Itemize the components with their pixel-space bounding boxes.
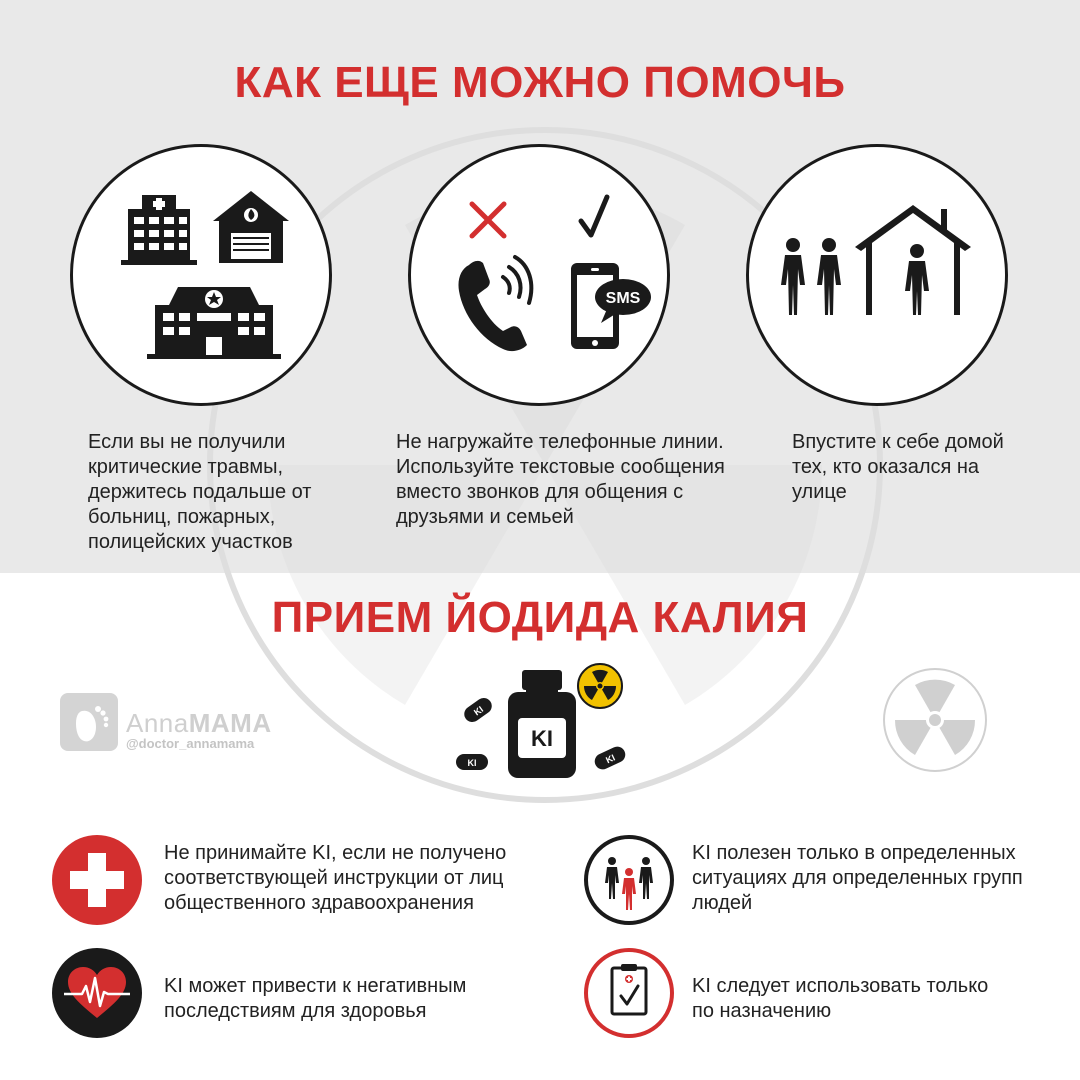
prescription-icon xyxy=(588,952,670,1034)
rule-text-health: KI может привести к негативным последствиям для здоровья xyxy=(164,975,467,1022)
rule-text-groups: KI полезен только в определенных ситуациях для определенных групп людей xyxy=(692,842,1023,914)
brand-handle: @doctor_annamama xyxy=(126,736,255,751)
people-group-badge xyxy=(584,835,674,925)
red-cross-icon xyxy=(52,835,142,925)
brand-name-bold: MAMA xyxy=(188,708,272,738)
people-house-icon xyxy=(749,147,1011,409)
people-house-circle xyxy=(746,144,1008,406)
ki-illustration xyxy=(440,662,640,787)
ki-title: ПРИЕМ ЙОДИДА КАЛИЯ xyxy=(271,593,809,642)
sms-label: SMS xyxy=(605,290,641,307)
ki-pill-icon xyxy=(592,744,628,772)
rule-text-instruction: Не принимайте KI, если не получено соответствующей инструкции от лиц общественного здравоохранения xyxy=(164,842,507,914)
gray-radiation-icon xyxy=(882,667,988,773)
pill-label: KI xyxy=(472,704,486,718)
heart-pulse-icon xyxy=(52,948,142,1038)
heart-pulse-badge xyxy=(52,948,142,1038)
ki-bottle-icon xyxy=(508,670,576,778)
buildings-circle xyxy=(70,144,332,406)
check-mark-icon xyxy=(581,197,607,235)
red-cross-badge xyxy=(52,835,142,925)
pill-label: KI xyxy=(467,758,477,768)
buildings-icon xyxy=(73,147,335,409)
radiation-badge-icon xyxy=(578,664,622,708)
prescription-badge xyxy=(584,948,674,1038)
ki-pill-icon xyxy=(456,754,488,770)
help-title: КАК ЕЩЕ МОЖНО ПОМОЧЬ xyxy=(234,58,846,107)
ki-pill-icon xyxy=(461,695,495,725)
brand-name xyxy=(126,708,272,739)
people-group-icon xyxy=(588,839,670,921)
tip-text-house: Впустите к себе домой тех, кто оказался на улице xyxy=(792,431,1004,503)
tip-text-buildings: Если вы не получили критические травмы, держитесь подальше от больниц, пожарных, полицейских участков xyxy=(88,431,312,553)
pill-label: KI xyxy=(604,752,617,766)
rule-text-prescription: KI следует использовать только по назначению xyxy=(692,975,989,1022)
phone-sms-circle xyxy=(408,144,670,406)
tip-text-phone: Не нагружайте телефонные линии. Используйте текстовые сообщения вместо звонков для общения с друзьями и семьей xyxy=(396,431,725,528)
brand-name-light: Anna xyxy=(126,708,189,738)
bottle-label: KI xyxy=(531,726,553,751)
cross-mark-icon xyxy=(472,204,504,236)
brand-logo-icon xyxy=(60,693,118,751)
phone-sms-icon xyxy=(411,147,673,409)
